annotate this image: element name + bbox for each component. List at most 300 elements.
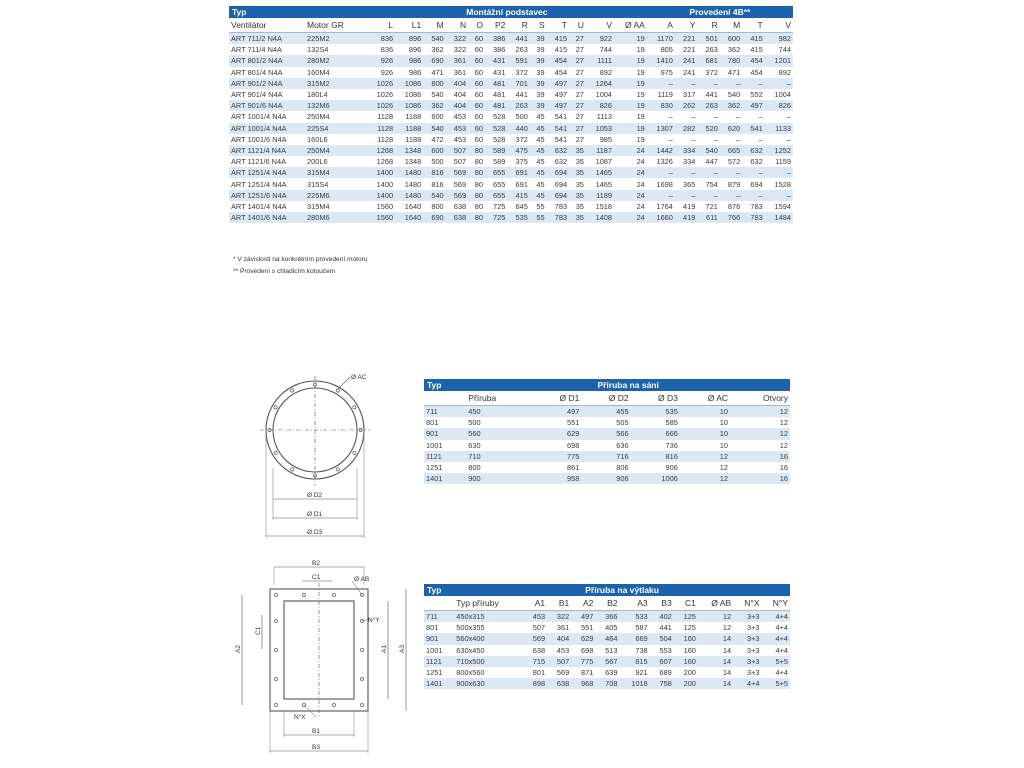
table-row <box>424 440 790 451</box>
table-cell: 816 <box>423 178 445 189</box>
table-cell: 1187 <box>586 145 614 156</box>
table-cell: 540 <box>423 33 445 45</box>
table-cell: 455 <box>581 406 630 418</box>
table-cell: 19 <box>614 44 647 55</box>
table-cell: – <box>647 78 675 89</box>
table-cell: 892 <box>586 67 614 78</box>
table-cell: 1348 <box>395 156 423 167</box>
table-cell: 689 <box>650 667 674 678</box>
table-cell: 982 <box>765 33 793 45</box>
table-cell: 698 <box>571 645 595 656</box>
table-cell: 801 <box>424 417 466 428</box>
table-row <box>229 123 793 134</box>
table-cell: 5+5 <box>762 678 791 689</box>
table-cell: 800 <box>423 201 445 212</box>
table-cell: 19 <box>614 78 647 89</box>
table-cell: – <box>697 167 719 178</box>
table-cell: 710x500 <box>454 656 523 667</box>
table3-col-header: A2 <box>571 596 595 611</box>
table-row <box>424 473 790 484</box>
table-cell: 861 <box>532 462 581 473</box>
table-cell: 415 <box>547 44 569 55</box>
table-cell: 892 <box>765 67 793 78</box>
table-cell: 520 <box>697 123 719 134</box>
table-cell: 404 <box>547 633 571 644</box>
table-row <box>424 428 790 439</box>
table-cell: 655 <box>485 178 507 189</box>
table-cell: 60 <box>468 67 485 78</box>
table-cell: – <box>697 190 719 201</box>
table-cell: 160L6 <box>305 134 367 145</box>
table-cell: 630 <box>466 440 532 451</box>
table1-col-header: L1 <box>395 18 423 33</box>
table-cell: 736 <box>631 440 680 451</box>
table-cell: 334 <box>675 145 697 156</box>
table-cell: 629 <box>532 428 581 439</box>
table-row <box>229 78 793 89</box>
table-cell: 19 <box>614 134 647 145</box>
table-cell: 540 <box>423 190 445 201</box>
table-cell: 507 <box>523 622 547 633</box>
table-cell: – <box>697 78 719 89</box>
table-cell: 35 <box>569 212 586 223</box>
table-cell: 665 <box>720 145 742 156</box>
table-cell: 419 <box>675 201 697 212</box>
table-cell: – <box>720 167 742 178</box>
table-row <box>424 622 790 633</box>
table2-col-header: Příruba <box>466 391 532 406</box>
table-cell: 636 <box>581 440 630 451</box>
table-cell: 541 <box>547 134 569 145</box>
table-cell: 600 <box>720 33 742 45</box>
table-cell: 645 <box>507 201 529 212</box>
table-cell: 836 <box>367 44 395 55</box>
table-cell: 27 <box>569 67 586 78</box>
table-cell: 926 <box>367 67 395 78</box>
table-cell: 589 <box>485 145 507 156</box>
table-cell: 585 <box>631 417 680 428</box>
table-cell: 830 <box>647 100 675 111</box>
table1-col-header: R <box>507 18 529 33</box>
table-cell: ART 1121/6 N4A <box>229 156 305 167</box>
table-cell: 315M4 <box>305 201 367 212</box>
table-cell: 362 <box>423 100 445 111</box>
table-cell: 60 <box>468 123 485 134</box>
table-cell: 12 <box>730 406 790 418</box>
table-cell: 440 <box>507 123 529 134</box>
inlet-flange-drawing <box>245 368 395 548</box>
table-cell: 80 <box>468 190 485 201</box>
table-cell: 528 <box>485 134 507 145</box>
table-cell: 552 <box>742 89 764 100</box>
table-cell: 783 <box>547 201 569 212</box>
table-cell: – <box>697 111 719 122</box>
table-cell: 775 <box>532 451 581 462</box>
table2-col-header: Ø D3 <box>631 391 680 406</box>
label-a1: A1 <box>381 645 388 653</box>
table-cell: 800 <box>466 462 532 473</box>
table-cell: 481 <box>485 78 507 89</box>
table-cell: 1159 <box>765 156 793 167</box>
table-row <box>229 33 793 45</box>
footnote-1: * V závislosti na konkrétním provedení motoru <box>233 256 368 263</box>
table-cell: 362 <box>720 44 742 55</box>
table-cell: 35 <box>569 167 586 178</box>
table-cell: 35 <box>569 201 586 212</box>
table-row <box>229 134 793 145</box>
table-cell: 27 <box>569 55 586 66</box>
table-cell: 12 <box>698 622 733 633</box>
table-cell: 694 <box>742 178 764 189</box>
table-cell: 60 <box>468 78 485 89</box>
table-cell: 1268 <box>367 145 395 156</box>
table-cell: 540 <box>423 89 445 100</box>
table-cell: 60 <box>468 111 485 122</box>
table-cell: 12 <box>730 417 790 428</box>
table-cell: 816 <box>423 167 445 178</box>
table-cell: 315M2 <box>305 78 367 89</box>
table-cell: 404 <box>446 100 468 111</box>
table-cell: 14 <box>698 645 733 656</box>
table-cell: 3+3 <box>733 667 761 678</box>
table-cell: 986 <box>395 67 423 78</box>
table-cell: 569 <box>446 190 468 201</box>
table-cell: 638 <box>446 212 468 223</box>
table-cell: 225M2 <box>305 33 367 45</box>
table-cell: 1480 <box>395 178 423 189</box>
table-cell: 533 <box>619 611 649 623</box>
table2-col-header <box>424 391 466 406</box>
table2-col-header: Otvory <box>730 391 790 406</box>
table-cell: ART 1251/4 N4A <box>229 167 305 178</box>
table-cell: 27 <box>569 134 586 145</box>
table-cell: 1018 <box>619 678 649 689</box>
table-cell: 1442 <box>647 145 675 156</box>
table-cell: 3+3 <box>733 622 761 633</box>
table-cell: 638 <box>547 678 571 689</box>
table-cell: 125 <box>674 622 698 633</box>
table2-col-header: Ø D2 <box>581 391 630 406</box>
table-cell: 450 <box>466 406 532 418</box>
table-cell: – <box>742 190 764 201</box>
table-cell: 372 <box>507 67 529 78</box>
label-c1-top: C1 <box>312 574 321 581</box>
table-cell: 898 <box>523 678 547 689</box>
label-d3: Ø D3 <box>307 529 323 536</box>
table-cell: 132S4 <box>305 44 367 55</box>
table-cell: 450x315 <box>454 611 523 623</box>
table-cell: 655 <box>485 190 507 201</box>
table-cell: 1400 <box>367 167 395 178</box>
table-cell: ART 901/6 N4A <box>229 100 305 111</box>
table-cell: 441 <box>697 89 719 100</box>
table-cell: 334 <box>675 156 697 167</box>
table-cell: ART 1401/4 N4A <box>229 201 305 212</box>
table-cell: 629 <box>571 633 595 644</box>
table-cell: 315S4 <box>305 178 367 189</box>
table1-col-header: Ventilátor <box>229 18 305 33</box>
table-cell: – <box>675 167 697 178</box>
table-cell: 1465 <box>586 178 614 189</box>
table-cell: 35 <box>569 156 586 167</box>
table-cell: ART 1401/6 N4A <box>229 212 305 223</box>
table-cell: – <box>697 134 719 145</box>
table-cell: 160 <box>674 645 698 656</box>
table-cell: – <box>765 167 793 178</box>
table3-header-row <box>424 584 790 596</box>
table-cell: 1400 <box>367 190 395 201</box>
table-cell: 60 <box>468 134 485 145</box>
table-cell: 453 <box>523 611 547 623</box>
table-cell: ART 901/4 N4A <box>229 89 305 100</box>
table-cell: 27 <box>569 44 586 55</box>
table-cell: 39 <box>530 67 547 78</box>
table-cell: 415 <box>742 33 764 45</box>
table-cell: 900 <box>466 473 532 484</box>
table3-column-headers <box>424 596 790 611</box>
table-cell: – <box>742 134 764 145</box>
table1-col-header: S <box>530 18 547 33</box>
table-cell: 55 <box>530 212 547 223</box>
table-cell: 638 <box>446 201 468 212</box>
table-cell: 1026 <box>367 78 395 89</box>
table-cell: 985 <box>586 134 614 145</box>
table1-col-header: N <box>446 18 468 33</box>
table-cell: 1086 <box>395 78 423 89</box>
table-cell: 1133 <box>765 123 793 134</box>
table-cell: 1113 <box>586 111 614 122</box>
table-cell: 481 <box>485 100 507 111</box>
table-cell: 639 <box>595 667 619 678</box>
table-cell: 1560 <box>367 212 395 223</box>
table-cell: 39 <box>530 89 547 100</box>
table-cell: 1121 <box>424 656 454 667</box>
table-cell: 783 <box>742 212 764 223</box>
table-cell: 800 <box>423 78 445 89</box>
table-row <box>424 667 790 678</box>
table-cell: 361 <box>547 622 571 633</box>
table-cell: 12 <box>730 428 790 439</box>
table1-col-header: U <box>569 18 586 33</box>
table-row <box>424 451 790 462</box>
table1-col-header: P2 <box>485 18 507 33</box>
table-cell: 39 <box>530 33 547 45</box>
table-cell: 710 <box>466 451 532 462</box>
table-cell: 10 <box>680 428 730 439</box>
inlet-flange-table <box>424 379 790 484</box>
table-cell: 16 <box>730 462 790 473</box>
table-cell: 1408 <box>586 212 614 223</box>
table3-col-header: Typ příruby <box>454 596 523 611</box>
table-cell: 60 <box>468 100 485 111</box>
table-cell: 1401 <box>424 473 466 484</box>
table-cell: 805 <box>647 44 675 55</box>
table-cell: 200L6 <box>305 156 367 167</box>
table3-col-header: C1 <box>674 596 698 611</box>
table-cell: 419 <box>675 212 697 223</box>
table-cell: 263 <box>697 100 719 111</box>
table-cell: 896 <box>395 44 423 55</box>
table-cell: 620 <box>720 123 742 134</box>
label-b3: B3 <box>312 744 320 751</box>
table-cell: 3+3 <box>733 633 761 644</box>
table-cell: 12 <box>698 611 733 623</box>
table-cell: 250M4 <box>305 111 367 122</box>
table-cell: 441 <box>650 622 674 633</box>
table-cell: 540 <box>697 145 719 156</box>
table-cell: ART 1001/6 N4A <box>229 134 305 145</box>
table3-col-header: B1 <box>547 596 571 611</box>
table-cell: ART 901/2 N4A <box>229 78 305 89</box>
table-cell: 200 <box>674 678 698 689</box>
table-cell: 45 <box>530 156 547 167</box>
table2-column-headers <box>424 391 790 406</box>
table-cell: 431 <box>485 67 507 78</box>
table-cell: 783 <box>742 201 764 212</box>
label-ab: Ø AB <box>354 576 370 583</box>
table-cell: 19 <box>614 89 647 100</box>
table-cell: 19 <box>614 55 647 66</box>
table-cell: 560 <box>466 428 532 439</box>
table-cell: 19 <box>614 100 647 111</box>
table-cell: 475 <box>507 145 529 156</box>
table-cell: 632 <box>742 145 764 156</box>
table-cell: 497 <box>742 100 764 111</box>
table-cell: 3+3 <box>733 611 761 623</box>
table-cell: 39 <box>530 100 547 111</box>
table-cell: 263 <box>697 44 719 55</box>
table-cell: 497 <box>571 611 595 623</box>
table1-type-header: Typ <box>229 6 367 18</box>
table-cell: 375 <box>507 156 529 167</box>
table-cell: ART 711/2 N4A <box>229 33 305 45</box>
label-b2-top: B2 <box>312 560 320 567</box>
table-cell: 386 <box>485 33 507 45</box>
table-cell: 4+4 <box>733 678 761 689</box>
table-cell: 694 <box>547 167 569 178</box>
table-cell: 1326 <box>647 156 675 167</box>
table1-col-header: Y <box>675 18 697 33</box>
table-row <box>229 145 793 156</box>
table-cell: 775 <box>571 656 595 667</box>
table-cell: 415 <box>547 33 569 45</box>
table-cell: 540 <box>423 123 445 134</box>
table-cell: ART 801/4 N4A <box>229 67 305 78</box>
table-cell: 1410 <box>647 55 675 66</box>
table-cell: 1348 <box>395 145 423 156</box>
table-cell: 322 <box>446 33 468 45</box>
table-cell: 366 <box>595 611 619 623</box>
table-cell: 826 <box>586 100 614 111</box>
table-cell: 504 <box>650 633 674 644</box>
table-cell: – <box>765 78 793 89</box>
table-cell: 1465 <box>586 167 614 178</box>
table-cell: 694 <box>547 178 569 189</box>
table-cell: 1560 <box>367 201 395 212</box>
table-cell: 535 <box>507 212 529 223</box>
table-cell: 497 <box>547 89 569 100</box>
table-cell: 540 <box>720 89 742 100</box>
table-cell: 60 <box>468 33 485 45</box>
table-cell: 1026 <box>367 100 395 111</box>
table-cell: – <box>742 167 764 178</box>
table-cell: 453 <box>446 123 468 134</box>
table-cell: 1188 <box>395 123 423 134</box>
table-cell: 45 <box>530 190 547 201</box>
table-cell: 1128 <box>367 123 395 134</box>
table-cell: 560x400 <box>454 633 523 644</box>
table-cell: 632 <box>547 145 569 156</box>
table-cell: 4+4 <box>762 633 791 644</box>
table-row <box>229 89 793 100</box>
table-cell: 879 <box>720 178 742 189</box>
table1-group2-header: Provedení 4B** <box>647 6 793 18</box>
table-cell: 372 <box>507 134 529 145</box>
table-cell: 4+4 <box>762 611 791 623</box>
table-cell: 160 <box>674 633 698 644</box>
table-cell: 500 <box>423 156 445 167</box>
table-cell: ART 1001/4 N4A <box>229 123 305 134</box>
table-cell: 566 <box>581 428 630 439</box>
table-cell: ART 1121/4 N4A <box>229 145 305 156</box>
table-cell: 39 <box>530 55 547 66</box>
table-row <box>229 55 793 66</box>
table-cell: 322 <box>547 611 571 623</box>
table-cell: 744 <box>586 44 614 55</box>
table-cell: ART 1251/4 N4A <box>229 178 305 189</box>
table-cell: 225S4 <box>305 123 367 134</box>
table-cell: – <box>742 111 764 122</box>
table-cell: – <box>720 111 742 122</box>
table-cell: 569 <box>446 167 468 178</box>
table-cell: 500 <box>507 111 529 122</box>
outlet-flange-drawing <box>228 555 418 760</box>
table-cell: 900x630 <box>454 678 523 689</box>
table-row <box>424 462 790 473</box>
label-d1: Ø D1 <box>307 511 323 518</box>
table-cell: 572 <box>720 156 742 167</box>
table-cell: 1001 <box>424 645 454 656</box>
table-row <box>424 611 790 623</box>
table-cell: 1111 <box>586 55 614 66</box>
table-cell: – <box>765 190 793 201</box>
table-row <box>424 417 790 428</box>
table-cell: 132M6 <box>305 100 367 111</box>
table-cell: 80 <box>468 212 485 223</box>
table-cell: 454 <box>547 67 569 78</box>
table-cell: 669 <box>619 633 649 644</box>
table-cell: 3+3 <box>733 645 761 656</box>
table-cell: 12 <box>680 473 730 484</box>
table-cell: 280M6 <box>305 212 367 223</box>
table-cell: 1268 <box>367 156 395 167</box>
table-cell: 1026 <box>367 89 395 100</box>
table-row <box>229 44 793 55</box>
table-cell: 19 <box>614 123 647 134</box>
table-cell: 12 <box>680 451 730 462</box>
table-cell: 501 <box>697 33 719 45</box>
table-cell: 783 <box>547 212 569 223</box>
table3-col-header <box>424 596 454 611</box>
table-cell: 453 <box>547 645 571 656</box>
table3-col-header: N°Y <box>762 596 791 611</box>
table-cell: 569 <box>523 633 547 644</box>
table-cell: 35 <box>569 145 586 156</box>
outlet-flange-table <box>424 584 790 689</box>
table-cell: 500x355 <box>454 622 523 633</box>
table-cell: 263 <box>507 100 529 111</box>
table-cell: 14 <box>698 678 733 689</box>
